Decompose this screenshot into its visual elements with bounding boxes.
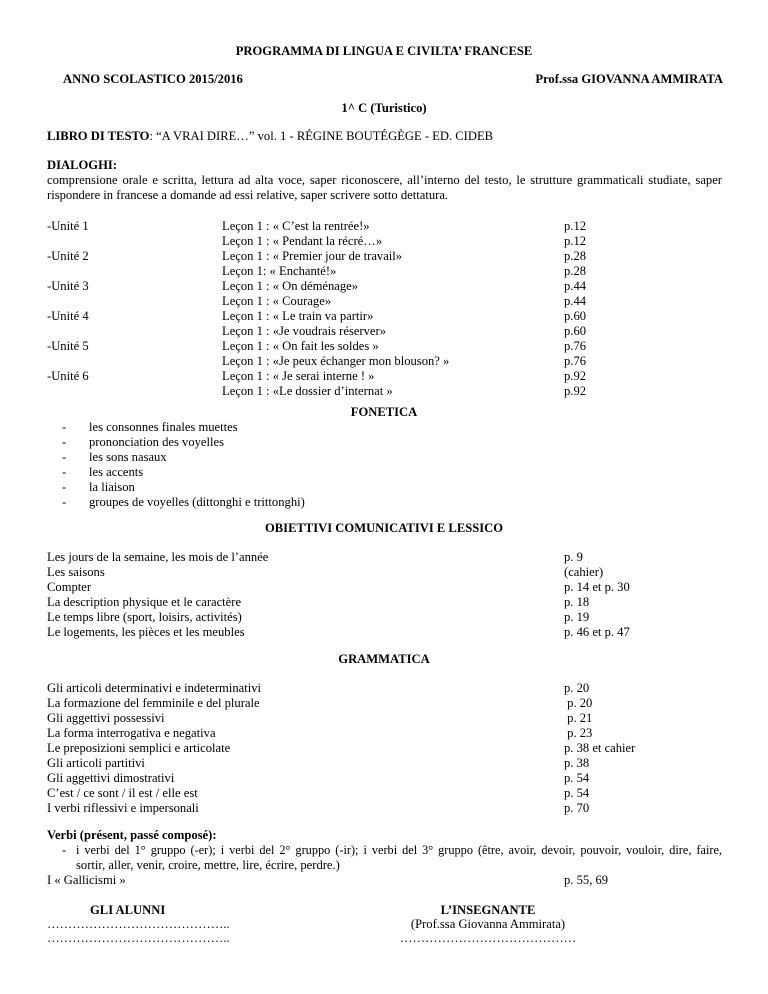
obiettivi-topics <box>47 550 268 640</box>
dialoghi-description: comprensione orale e scritta, lettura ad alta voce, saper riconoscere, all’interno del testo, le strutture grammaticali studiate, saper rispondere in francese a domande ad essi relative, saper scrivere sotto dettatura. <box>47 173 722 202</box>
verbi-dash: - <box>62 843 67 857</box>
lesson-page: p.92 <box>564 384 587 398</box>
lesson-page: p.92 <box>564 369 587 383</box>
topic-item: Les jours de la semaine, les mois de l’année <box>47 550 269 564</box>
lesson-title: Leçon 1 : « Premier jour de travail» <box>222 249 403 263</box>
lesson-page: p.12 <box>564 219 587 233</box>
verbi-line-2: sortir, aller, venir, croire, mettre, lire, écrire, perdre.) <box>76 858 340 872</box>
lesson-title: Leçon 1 : « Pendant la récré…» <box>222 234 383 248</box>
grammar-page: p. 20 <box>564 696 593 710</box>
topic-page: p. 14 et p. 30 <box>564 580 630 594</box>
topic-page: (cahier) <box>564 565 604 579</box>
units-column <box>47 219 89 384</box>
fonetica-heading: FONETICA <box>350 405 418 419</box>
topic-item: Le logements, les pièces et les meubles <box>47 625 245 639</box>
lesson-page: p.76 <box>564 354 587 368</box>
lesson-page: p.76 <box>564 339 587 353</box>
grammar-page: p. 54 <box>564 771 590 785</box>
grammar-item: Gli aggettivi dimostrativi <box>47 771 175 785</box>
grammar-item: Le preposizioni semplici e articolate <box>47 741 231 755</box>
grammatica-topics <box>47 681 261 816</box>
obiettivi-heading: OBIETTIVI COMUNICATIVI E LESSICO <box>264 521 504 535</box>
textbook-line <box>47 129 493 144</box>
lesson-title: Leçon 1 : « Je serai interne ! » <box>222 369 375 383</box>
students-signature-line: …………………………………….. <box>47 931 230 945</box>
unit-label: -Unité 3 <box>47 279 89 293</box>
gallicismi: I « Gallicismi » <box>47 873 126 887</box>
unit-label: -Unité 4 <box>47 309 89 323</box>
lesson-page: p.60 <box>564 309 587 323</box>
grammar-item: Gli articoli determinativi e indeterminativi <box>47 681 262 695</box>
lesson-title: Leçon 1 : « Le train va partir» <box>222 309 374 323</box>
topic-page: p. 19 <box>564 610 590 624</box>
obiettivi-pages <box>564 550 630 640</box>
grammar-item: Gli aggettivi possessivi <box>47 711 165 725</box>
textbook-text: : “A VRAI DIRE…” vol. 1 - RÉGINE BOUTÉGÈGE - ED. CIDEB <box>149 129 494 143</box>
lesson-title: Leçon 1: « Enchanté!» <box>222 264 337 278</box>
students-label: GLI ALUNNI <box>90 903 166 917</box>
topic-page: p. 46 et p. 47 <box>564 625 630 639</box>
lesson-title: Leçon 1 : « C’est la rentrée!» <box>222 219 370 233</box>
teacher-label: L’INSEGNANTE <box>440 903 536 917</box>
grammar-page: p. 38 et cahier <box>564 741 636 755</box>
lesson-page: p.28 <box>564 249 587 263</box>
grammar-item: La formazione del femminile e del plurale <box>47 696 260 710</box>
unit-label: -Unité 2 <box>47 249 89 263</box>
lesson-title: Leçon 1 : « On fait les soldes » <box>222 339 379 353</box>
teacher-signature-name: (Prof.ssa Giovanna Ammirata) <box>410 917 566 931</box>
lesson-page: p.60 <box>564 324 587 338</box>
unit-label: -Unité 1 <box>47 219 89 233</box>
unit-label: -Unité 6 <box>47 369 89 383</box>
grammatica-pages <box>564 681 635 816</box>
lesson-title: Leçon 1 : « On déménage» <box>222 279 359 293</box>
students-signature-line: …………………………………….. <box>47 917 230 931</box>
topic-item: Le temps libre (sport, loisirs, activités) <box>47 610 242 624</box>
class-name: 1^ C (Turistico) <box>341 101 427 115</box>
textbook-label: LIBRO DI TESTO <box>47 129 150 143</box>
grammar-page: p. 54 <box>564 786 590 800</box>
topic-item: Les saisons <box>47 565 105 579</box>
grammar-page: p. 21 <box>564 711 593 725</box>
grammar-item: La forma interrogativa e negativa <box>47 726 216 740</box>
lesson-page: p.44 <box>564 279 587 293</box>
grammar-item: I verbi riflessivi e impersonali <box>47 801 199 815</box>
grammar-item: C’est / ce sont / il est / elle est <box>47 786 198 800</box>
teacher-signature-line: …………………………………… <box>399 931 577 945</box>
lesson-title: Leçon 1 : «Le dossier d’internat » <box>222 384 393 398</box>
lessons-column <box>222 219 449 399</box>
lesson-title: Leçon 1 : «Je voudrais réserver» <box>222 324 387 338</box>
grammar-page: p. 38 <box>564 756 590 770</box>
verbi-heading: Verbi (présent, passé composé): <box>47 828 217 842</box>
verbi-line-1: i verbi del 1° gruppo (-er); i verbi del 2° gruppo (-ir); i verbi del 3° gruppo (être, avoir, devoir, pouvoir, vouloir, dire, faire, <box>76 843 722 857</box>
lesson-page: p.44 <box>564 294 587 308</box>
lesson-page: p.28 <box>564 264 587 278</box>
topic-page: p. 9 <box>564 550 583 564</box>
document-title: PROGRAMMA DI LINGUA E CIVILTA’ FRANCESE <box>235 44 533 58</box>
grammar-item: Gli articoli partitivi <box>47 756 145 770</box>
grammar-page: p. 70 <box>564 801 590 815</box>
lesson-pages-column <box>564 219 586 399</box>
lesson-title: Leçon 1 : « Courage» <box>222 294 332 308</box>
lesson-title: Leçon 1 : «Je peux échanger mon blouson? » <box>222 354 450 368</box>
dialoghi-heading: DIALOGHI: <box>47 158 117 172</box>
grammatica-heading: GRAMMATICA <box>338 652 430 666</box>
grammar-page: p. 20 <box>564 681 590 695</box>
teacher-name: Prof.ssa GIOVANNA AMMIRATA <box>535 72 723 86</box>
lesson-page: p.12 <box>564 234 587 248</box>
topic-page: p. 18 <box>564 595 590 609</box>
topic-item: Compter <box>47 580 92 594</box>
gallicismi-pages: p. 55, 69 <box>564 873 609 887</box>
unit-label: -Unité 5 <box>47 339 89 353</box>
school-year: ANNO SCOLASTICO 2015/2016 <box>63 72 243 86</box>
topic-item: La description physique et le caractère <box>47 595 242 609</box>
grammar-page: p. 23 <box>564 726 593 740</box>
